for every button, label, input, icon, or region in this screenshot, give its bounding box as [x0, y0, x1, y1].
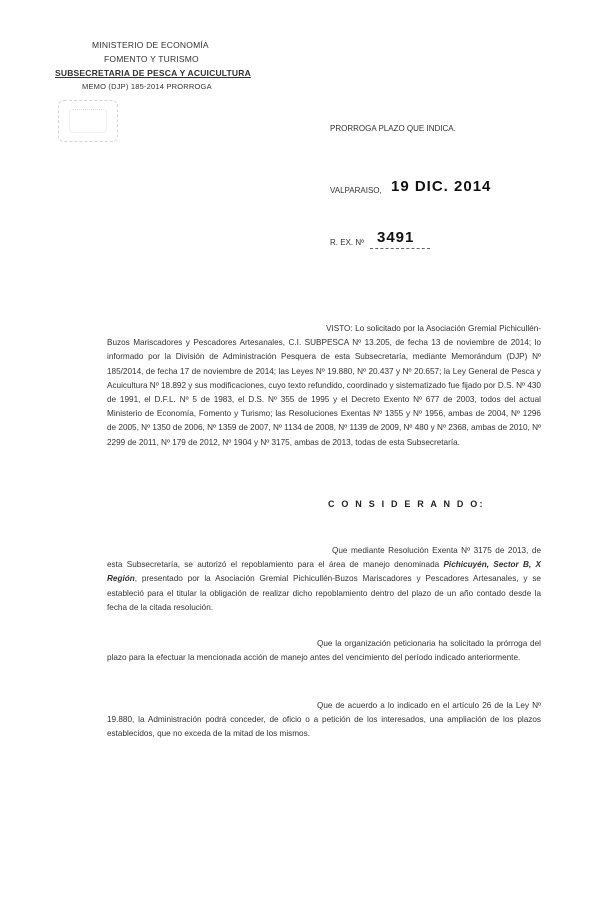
stamp-mark: [58, 100, 118, 142]
resolution-number: 3491: [377, 229, 415, 246]
visto-text: VISTO: Lo solicitado por la Asociación Gremial Pichicullén-Buzos Mariscadores y Pescadores Artesanales, C.I. SUBPESCA Nº 13.205, de fecha 13 de noviembre de 2014; lo informado por la División de Administración Pesquera de esta Subsecretaría, mediante Memorándum (DJP) Nº 185/2014, de fecha 17 de noviembre de 2014; las Leyes Nº 19.880, Nº 20.437 y Nº 20.657; la Ley General de Pesca y Acuicultura Nº 18.892 y sus modificaciones, cuyo texto refundido, coordinado y sistematizado fue fijado por D.S. Nº 430 de 1991, el D.F.L. Nº 5 de 1983, el D.S. Nº 355 de 1995 y el Decreto Exento Nº 677 de 2003, todos del actual Ministerio de Economía, Fomento y Turismo; las Resoluciones Exentas Nº 1355 y Nº 1956, ambas de 2004, Nº 1296 de 2005, Nº 1350 de 2006, Nº 1359 de 2007, Nº 1134 de 2008, Nº 1139 de 2009, Nº 480 y Nº 2368, ambas de 2010, Nº 2299 de 2011, Nº 179 de 2012, Nº 1904 y Nº 3175, ambas de 2013, todas de esta Subsecretaría.: [107, 324, 541, 447]
considerando-heading: C O N S I D E R A N D O:: [328, 499, 485, 509]
resolution-number-line: [370, 248, 430, 249]
considerando-paragraph-3: [107, 699, 541, 742]
p3-text: Que de acuerdo a lo indicado en el artículo 26 de la Ley Nº 19.880, la Administración podrá conceder, de oficio o a petición de los interesados, una ampliación de los plazos establecidos, que no exceda de la mitad de los mismos.: [107, 701, 541, 739]
subject-line: PRORROGA PLAZO QUE INDICA.: [330, 124, 456, 133]
resolution-label: R. EX. Nº: [330, 238, 365, 247]
p2-text: Que la organización peticionaria ha solicitado la prórroga del plazo para la efectuar la mencionada acción de manejo antes del vencimiento del período indicado anteriormente.: [107, 639, 541, 663]
visto-paragraph: [107, 322, 541, 450]
considerando-paragraph-1: [107, 544, 541, 615]
header-memo: MEMO (DJP) 185-2014 PRORROGA: [82, 82, 212, 91]
p1-area-name: Pichicuyén, Sector B, X Región: [107, 560, 541, 584]
p1-text-b: , presentado por la Asociación Gremial Pichicullén-Buzos Mariscadores y Pescadores Artesanales, y se estableció para el titular la obligación de realizar dicho repoblamiento dentro del plazo de un año contado desde la fecha de la citada resolución.: [107, 574, 541, 612]
resolution-date: 19 DIC. 2014: [391, 178, 492, 195]
place-label: VALPARAISO,: [330, 186, 382, 195]
header-fomento: FOMENTO Y TURISMO: [104, 54, 199, 64]
header-ministry: MINISTERIO DE ECONOMÍA: [92, 40, 209, 50]
considerando-paragraph-2: [107, 637, 541, 665]
p1-text-a: Que mediante Resolución Exenta Nº 3175 de 2013, de esta Subsecretaría, se autorizó el repoblamiento para el área de manejo denominada: [107, 546, 541, 570]
header-subsecretaria: SUBSECRETARIA DE PESCA Y ACUICULTURA: [55, 68, 251, 78]
